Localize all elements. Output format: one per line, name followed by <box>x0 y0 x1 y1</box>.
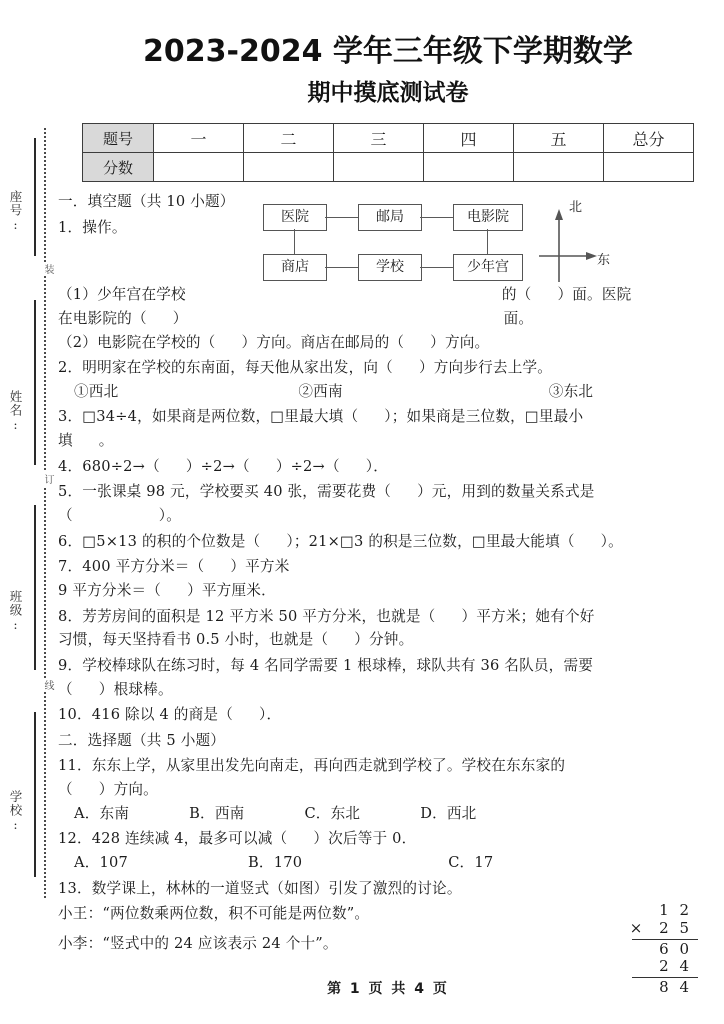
q12-a: 12．428 连续减 4，最多可以减（ <box>58 830 288 848</box>
field-label-seat-number: 座号: <box>8 190 23 233</box>
page-title-line2: 期中摸底测试卷 <box>307 80 469 106</box>
q11-option-d[interactable]: D．西北 <box>420 804 477 822</box>
question-9-line1: 9．学校棒球队在练习时，每 4 名同学需要 1 根球棒，球队共有 36 名队员，需要 <box>58 656 594 674</box>
section-1-heading: 一．填空题（共 10 小题） <box>58 193 235 210</box>
q1-text-c: ）面。医院 <box>557 286 632 304</box>
q2-option-1[interactable]: ①西北 <box>74 382 119 400</box>
q11-line2-a: （ <box>58 781 73 799</box>
compass-rose <box>537 196 617 288</box>
question-7-line1 <box>52 555 724 579</box>
exam-page <box>52 0 724 1024</box>
q4-d: ）． <box>365 457 389 475</box>
score-cell-1[interactable] <box>154 153 244 182</box>
section-2-heading: 二．选择题（共 5 小题） <box>58 731 226 749</box>
score-cell-total[interactable] <box>604 153 694 182</box>
q7-b: ）平方米 <box>230 558 290 576</box>
vcalc-product: 8 4 <box>659 978 692 997</box>
map-link-shop-school <box>325 267 358 268</box>
question-1-part1-line2 <box>52 307 724 331</box>
score-table-col-1: 一 <box>154 124 244 153</box>
q4-a: 4．680÷2→（ <box>58 457 160 475</box>
map-node-youth-palace: 少年宫 <box>453 254 523 281</box>
score-cell-5[interactable] <box>514 153 604 182</box>
compass-label-north: 北 <box>569 200 583 215</box>
binding-dotted-line <box>44 128 46 898</box>
q12-option-b[interactable]: B．170 <box>248 854 303 872</box>
q12-option-a[interactable]: A．107 <box>74 854 128 872</box>
question-2-text <box>52 356 724 380</box>
map-node-post-office: 邮局 <box>358 204 422 231</box>
q1-text-a: （1）少年宫在学校 <box>58 286 186 304</box>
question-13-speaker-2: 小李：“竖式中的 24 应该表示 24 个十”。 <box>58 934 338 952</box>
q8-line2-b: ）分钟。 <box>354 631 414 649</box>
compass-label-east: 东 <box>597 253 611 268</box>
map-link-hospital-shop <box>294 229 295 254</box>
score-table-col-3: 三 <box>334 124 424 153</box>
q5-text-b: ）元，用到的数量关系式是 <box>417 483 595 501</box>
q4-c: ）÷2→（ <box>275 457 340 475</box>
score-table-row-label-question: 题号 <box>83 124 154 153</box>
q1-text-f: 面。 <box>503 309 534 327</box>
map-link-cinema-palace <box>487 229 488 254</box>
page-title-line1: 2023-2024 学年三年级下学期数学 <box>143 34 633 69</box>
q3-text-b: ）；如果商是三位数，□里最小 <box>384 408 584 426</box>
q6-a: 6．□5×13 的积的个位数是（ <box>58 532 261 550</box>
q11-option-c[interactable]: C．东北 <box>304 804 361 822</box>
binding-margin <box>0 0 52 1024</box>
question-2-options <box>52 380 724 404</box>
vcalc-partial-1: 6 0 <box>659 939 692 958</box>
question-5-line1 <box>52 480 724 504</box>
map-node-cinema: 电影院 <box>453 204 523 231</box>
question-12-options <box>52 851 724 875</box>
question-3-line2 <box>52 429 724 453</box>
map-node-hospital: 医院 <box>263 204 327 231</box>
score-cell-2[interactable] <box>244 153 334 182</box>
q1-part2-b: ）方向。商店在邮局的（ <box>241 333 405 351</box>
question-4-text <box>52 455 724 479</box>
q2-option-3[interactable]: ③东北 <box>548 382 594 400</box>
q3-text-a: 3．□34÷4，如果商是两位数，□里最大填（ <box>58 408 359 426</box>
question-13-text: 13．数学课上，林林的一道竖式（如图）引发了激烈的讨论。 <box>58 879 462 897</box>
q1-part2-c: ）方向。 <box>430 333 490 351</box>
q1-text-e: ） <box>172 309 188 327</box>
q12-b: ）次后等于 0． <box>313 830 417 848</box>
q7-line2-a: 9 平方分米＝（ <box>58 581 162 599</box>
q10-a: 10．416 除以 4 的商是（ <box>58 706 233 724</box>
map-link-school-palace <box>420 267 453 268</box>
field-label-class: 班级: <box>8 590 23 633</box>
score-table-col-5: 五 <box>514 124 604 153</box>
question-7-line2 <box>52 579 724 603</box>
score-table <box>82 123 694 182</box>
q8-b: ）平方米；她有个好 <box>461 607 595 625</box>
q1-text-b: 的（ <box>501 286 532 304</box>
question-1-part2 <box>52 331 724 355</box>
q7-line2-b: ）平方厘米． <box>187 581 276 599</box>
question-3-line1 <box>52 405 724 429</box>
q12-option-c[interactable]: C．17 <box>448 854 494 872</box>
score-cell-4[interactable] <box>424 153 514 182</box>
q5-line2-a: （ <box>58 507 73 525</box>
vcalc-multiplicand: 1 2 <box>659 901 692 920</box>
field-label-school: 学校: <box>8 790 23 833</box>
map-node-school: 学校 <box>358 254 422 281</box>
binding-rule-segment <box>34 138 36 256</box>
map-node-shop: 商店 <box>263 254 327 281</box>
q9-line2-b: ）根球棒。 <box>98 680 173 698</box>
table-row-scores <box>83 153 694 182</box>
question-11-options <box>52 802 724 826</box>
q10-b: ）． <box>258 706 282 724</box>
question-11-line2 <box>52 778 724 802</box>
q5-line2-b: ）。 <box>158 507 182 525</box>
question-1-number: 1．操作。 <box>58 218 127 236</box>
score-table-col-4: 四 <box>424 124 514 153</box>
q3-line2-b: 。 <box>98 432 114 450</box>
q9-line2-a: （ <box>58 680 73 698</box>
binding-rule-segment <box>34 712 36 877</box>
binding-rule-segment <box>34 300 36 465</box>
score-table-row-label-score: 分数 <box>83 153 154 182</box>
question-5-line2 <box>52 504 724 528</box>
q11-option-b[interactable]: B．西南 <box>189 804 245 822</box>
score-table-col-2: 二 <box>244 124 334 153</box>
vcalc-operator: × <box>629 918 646 937</box>
table-row-header <box>83 124 694 153</box>
map-link-post-cinema <box>420 217 453 218</box>
field-label-name: 姓名: <box>8 390 23 433</box>
vcalc-multiplier-row <box>618 920 698 938</box>
question-8-line2 <box>52 628 724 652</box>
binding-mark-ding: 订 <box>42 474 53 484</box>
q6-c: ）。 <box>600 532 623 550</box>
q2-text-a: 2．明明家在学校的东南面，每天他从家出发，向（ <box>58 359 393 377</box>
q5-text-a: 5．一张课桌 98 元，学校要买 40 张，需要花费（ <box>58 483 392 501</box>
question-8-line1 <box>52 605 724 629</box>
q3-line2-a: 填 <box>58 432 73 450</box>
q11-option-a[interactable]: A．东南 <box>74 804 130 822</box>
q11-line2-b: ）方向。 <box>98 781 158 799</box>
binding-rule-segment <box>34 505 36 670</box>
score-cell-3[interactable] <box>334 153 424 182</box>
vcalc-multiplier: 2 5 <box>659 918 692 937</box>
direction-map-diagram <box>207 196 611 288</box>
binding-mark-xian: 线 <box>42 680 53 690</box>
q7-a: 7．400 平方分米＝（ <box>58 558 205 576</box>
question-11-line1: 11．东东上学，从家里出发先向南走，再向西走就到学校了。学校在东东家的 <box>58 757 566 775</box>
q1-part2-a: （2）电影院在学校的（ <box>58 333 216 351</box>
q2-text-b: ）方向步行去上学。 <box>418 359 553 377</box>
question-12-text <box>52 827 724 851</box>
question-13-speaker-1: 小王：“两位数乘两位数，积不可能是两位数”。 <box>58 905 370 923</box>
binding-mark-zhuang: 装 <box>42 264 53 274</box>
question-6-text <box>52 530 724 554</box>
question-9-line2 <box>52 678 724 702</box>
q1-text-d: 在电影院的（ <box>58 309 147 327</box>
q8-line2-a: 习惯，每天坚持看书 0.5 小时，也就是（ <box>58 631 329 649</box>
q6-b: ）；21×□3 的积是三位数，□里最大能填（ <box>286 532 575 550</box>
q4-b: ）÷2→（ <box>185 457 250 475</box>
q8-a: 8．芳芳房间的面积是 12 平方米 50 平方分米，也就是（ <box>58 607 436 625</box>
map-link-hospital-post <box>325 217 358 218</box>
vcalc-partial-2: 2 4 <box>659 957 692 976</box>
q2-option-2[interactable]: ②西南 <box>298 382 343 400</box>
page-footer: 第 1 页 共 4 页 <box>327 981 449 997</box>
score-table-col-total: 总分 <box>604 124 694 153</box>
question-10-text <box>52 703 724 727</box>
